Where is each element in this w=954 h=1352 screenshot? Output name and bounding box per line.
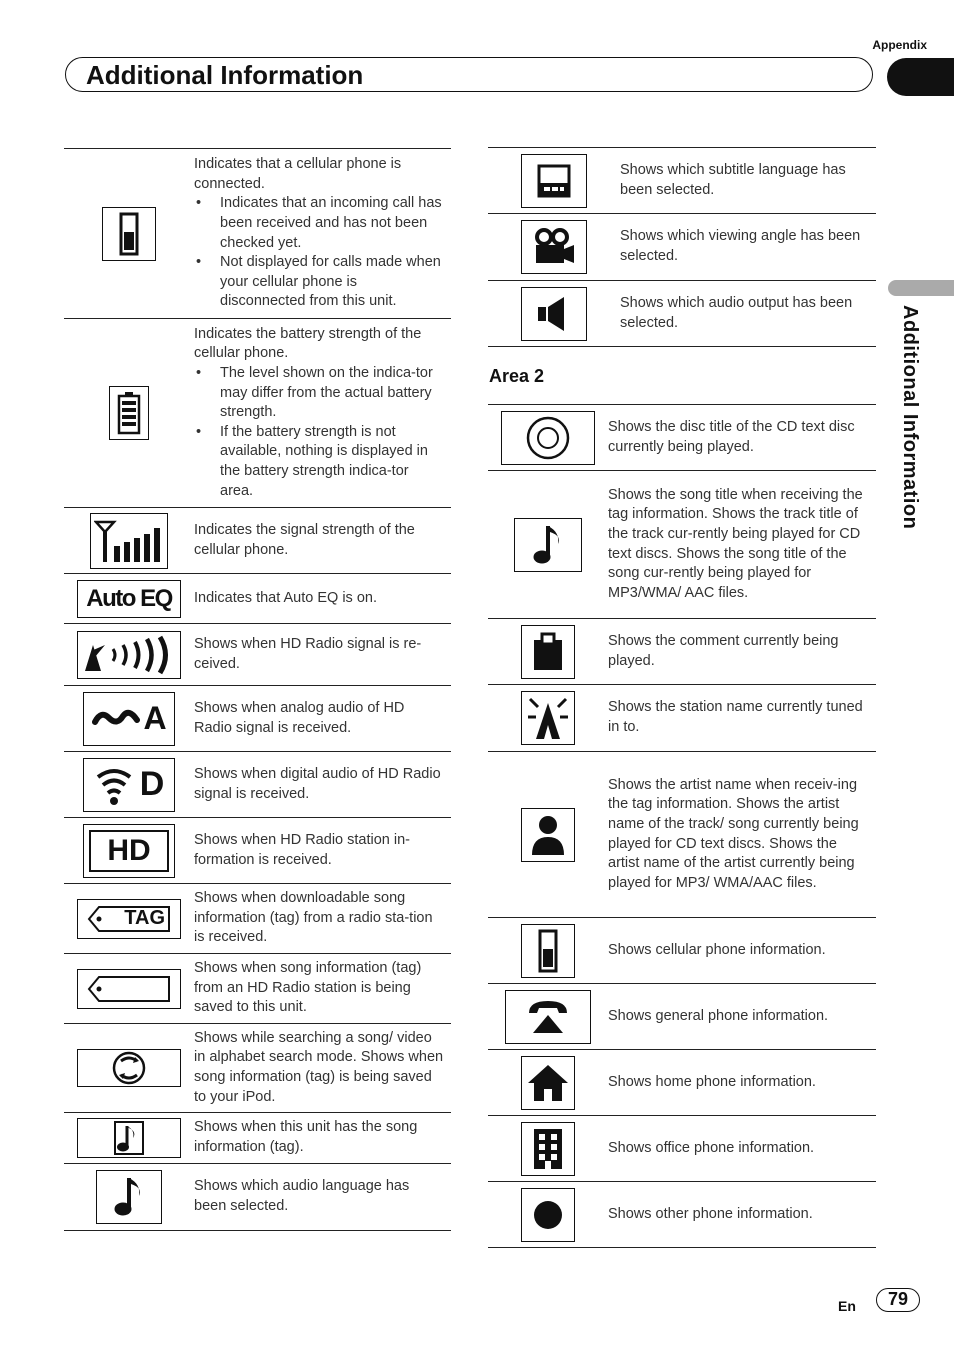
table-row (488, 1116, 876, 1182)
general-phone-icon (505, 990, 591, 1044)
table-row (488, 752, 876, 918)
table-row (64, 1113, 451, 1164)
home-phone-icon (521, 1056, 575, 1110)
analog-audio-icon (83, 692, 175, 746)
section-tab (887, 58, 954, 96)
row-text: Shows the station name currently tuned in to. (608, 699, 863, 735)
table-row (488, 619, 876, 685)
area2-heading: Area 2 (489, 366, 545, 386)
auto-eq-icon (77, 580, 181, 618)
digital-letter: D (139, 765, 165, 803)
row-text: Shows when song information (tag) from an HD Radio station is being saved to this unit. (194, 960, 422, 1016)
table-row (488, 1050, 876, 1116)
artist-icon (521, 808, 575, 862)
table-row (488, 147, 876, 214)
table-row (64, 1024, 451, 1113)
row-text: Shows when digital audio of HD Radio signal is received. (194, 765, 441, 802)
signal-strength-icon (90, 513, 168, 569)
tag-label: TAG (124, 907, 165, 929)
music-note-icon (514, 518, 582, 572)
row-text: Shows when analog audio of HD Radio signal is received. (194, 699, 405, 736)
row-text: Shows the disc title of the CD text disc currently being played. (608, 418, 855, 455)
digital-audio-icon (83, 758, 175, 812)
table-row (64, 574, 451, 624)
table-row (488, 984, 876, 1050)
table-row (64, 508, 451, 574)
angle-icon (521, 220, 587, 274)
row-text: Indicates the battery strength of the cellular phone. (194, 325, 422, 362)
row-text: Shows home phone information. (608, 1073, 816, 1090)
song-tag-icon (77, 1118, 181, 1158)
hd-radio-signal-icon (77, 631, 181, 679)
row-text: Shows when downloadable song information (tag) from a radio sta-tion is received. (194, 890, 433, 946)
row-text: Indicates that a cellular phone is connected. (194, 156, 402, 192)
table-row (488, 918, 876, 984)
right-top-table (488, 147, 876, 347)
appendix-label: Appendix (872, 38, 927, 52)
disc-icon (501, 411, 595, 465)
row-text: Shows cellular phone information. (608, 941, 826, 958)
cellular-info-icon (521, 924, 575, 978)
row-text: Shows which audio language has been selected. (194, 1178, 410, 1214)
bullet-item: • Indicates that an incoming call has been received and has not been checked yet. (220, 194, 445, 253)
table-row (488, 685, 876, 752)
bullet-item: • Not displayed for calls made when your cellular phone is disconnected from this unit. (220, 253, 445, 312)
row-text: Shows general phone information. (608, 1007, 829, 1024)
row-text: Shows the comment currently being played. (608, 632, 839, 669)
table-row (488, 471, 876, 619)
row-text: Shows the song title when receiving the tag information. Shows the track title of the track cur-rently being played for CD text discs. Shows the song title of the song cur-rently being played for MP3/WMA/ AAC files. (608, 486, 863, 601)
row-text: Shows office phone information. (608, 1139, 815, 1156)
left-table (64, 148, 451, 1231)
table-row (64, 148, 451, 319)
row-text: Shows when HD Radio signal is re-ceived. (194, 635, 422, 672)
tag-icon (77, 899, 181, 939)
side-tab-marker (888, 280, 954, 296)
table-row (64, 818, 451, 884)
bullet-item: • If the battery strength is not available, nothing is displayed in the battery strength indica-tor area. (220, 423, 445, 501)
auto-eq-icon-label: Auto EQ (86, 584, 172, 612)
hd-label: HD (107, 833, 151, 867)
searching-icon (77, 1049, 181, 1087)
comment-icon (521, 625, 575, 679)
table-row (488, 214, 876, 281)
row-text: Shows other phone information. (608, 1205, 813, 1222)
analog-letter: A (143, 700, 167, 736)
table-row (64, 752, 451, 818)
table-row (64, 686, 451, 752)
row-text: Shows while searching a song/ video in alphabet search mode. Shows when song information (tag) is being saved to your iPod. (194, 1029, 444, 1105)
row-text: Shows when HD Radio station in-formation is received. (194, 831, 410, 868)
table-row (64, 954, 451, 1024)
table-row (488, 281, 876, 347)
table-row (488, 404, 876, 471)
table-row (64, 1164, 451, 1231)
other-phone-icon (521, 1188, 575, 1242)
row-text: Shows when this unit has the song information (tag). (194, 1119, 418, 1155)
row-text: Shows which audio output has been selected. (620, 294, 853, 331)
row-text: Shows the artist name when receiv-ing the tag information. Shows the artist name of the track/ song currently being played for CD text discs. Shows the artist name of the artist currently being played for MP3/ WMA/AAC files. (608, 776, 859, 891)
row-text: Shows which viewing angle has been selected. (620, 228, 861, 264)
bullet-item: • The level shown on the indica-tor may differ from the actual battery strength. (220, 364, 445, 423)
hd-station-icon (83, 824, 175, 878)
battery-icon (109, 386, 149, 440)
page-number: 79 (876, 1288, 920, 1312)
audio-language-icon (96, 1170, 162, 1224)
tag-saving-icon (77, 969, 181, 1009)
side-tab-label: Additional Information (899, 305, 921, 530)
title-box (65, 57, 873, 92)
row-text: Indicates that Auto EQ is on. (194, 589, 377, 606)
subtitle-icon (521, 154, 587, 208)
table-row (64, 884, 451, 954)
table-row (64, 624, 451, 686)
row-text: Shows which subtitle language has been selected. (620, 161, 846, 198)
row-text: Indicates the signal strength of the cellular phone. (194, 521, 415, 558)
office-phone-icon (521, 1122, 575, 1176)
station-icon (521, 691, 575, 745)
cellular-phone-icon (102, 207, 156, 261)
area2-table (488, 404, 876, 1248)
table-row (64, 319, 451, 508)
language-label: En (838, 1298, 856, 1314)
table-row (488, 1182, 876, 1248)
page-title: Additional Information (86, 60, 364, 90)
audio-output-icon (521, 287, 587, 341)
